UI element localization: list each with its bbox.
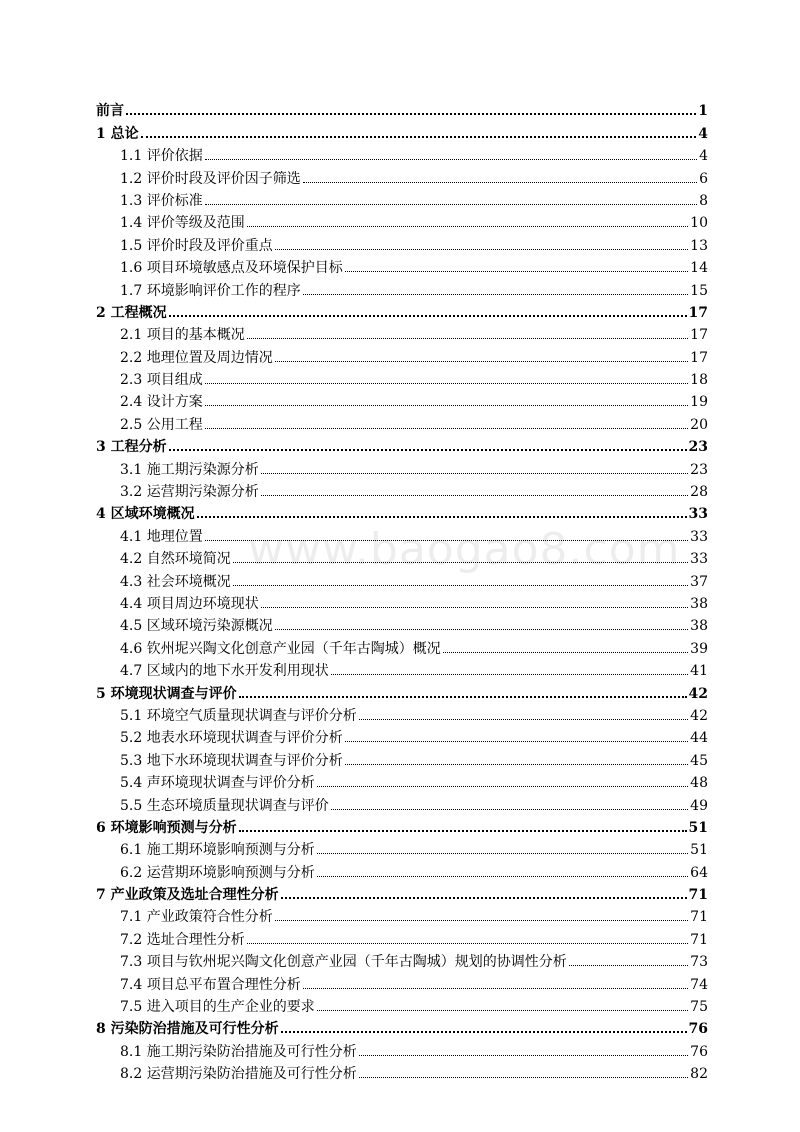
toc-page-number: 49 [690, 797, 708, 814]
toc-entry-title: 6 环境影响预测与分析 [96, 819, 237, 836]
toc-dot-leader [141, 136, 697, 138]
toc-entry-title: 8.2 运营期污染防治措施及可行性分析 [120, 1066, 357, 1083]
toc-entry-title: 1.4 评价等级及范围 [120, 215, 245, 232]
toc-page-number: 74 [690, 976, 708, 993]
toc-dot-leader [331, 809, 688, 810]
toc-entry-title: 4.1 地理位置 [120, 528, 203, 545]
toc-page-number: 42 [690, 707, 708, 724]
toc-entry-title: 7.1 产业政策符合性分析 [120, 909, 273, 926]
toc-page-number: 17 [688, 304, 708, 321]
toc-chapter-entry[interactable] [96, 434, 708, 456]
toc-page-number: 17 [690, 327, 708, 344]
toc-section-entry[interactable] [96, 165, 708, 187]
toc-dot-leader [359, 1077, 688, 1078]
toc-entry-title: 4.5 区域环境污染源概况 [120, 618, 273, 635]
toc-page-number: 64 [690, 864, 708, 881]
toc-section-entry[interactable] [96, 344, 708, 366]
toc-dot-leader [197, 516, 687, 518]
toc-entry-title: 3.1 施工期污染源分析 [120, 461, 259, 478]
toc-section-entry[interactable] [96, 859, 708, 881]
toc-page-number: 33 [688, 506, 708, 523]
toc-dot-leader [303, 294, 688, 295]
toc-section-entry[interactable] [96, 322, 708, 344]
toc-dot-leader [443, 652, 688, 653]
toc-dot-leader [331, 674, 688, 675]
toc-dot-leader [205, 428, 688, 429]
toc-entry-title: 7.3 项目与钦州坭兴陶文化创意产业园（千年古陶城）规划的协调性分析 [120, 954, 567, 971]
toc-page-number: 10 [690, 215, 708, 232]
toc-entry-title: 2.4 设计方案 [120, 394, 203, 411]
toc-section-entry[interactable] [96, 456, 708, 478]
toc-entry-title: 7 产业政策及选址合理性分析 [96, 887, 279, 904]
toc-section-entry[interactable] [96, 277, 708, 299]
toc-page-number: 28 [690, 484, 708, 501]
toc-page-number: 71 [690, 931, 708, 948]
toc-entry-title: 1.7 环境影响评价工作的程序 [120, 282, 301, 299]
toc-entry-title: 2.5 公用工程 [120, 416, 203, 433]
toc-dot-leader [275, 361, 688, 362]
toc-section-entry[interactable] [96, 635, 708, 657]
toc-entry-title: 4.4 项目周边环境现状 [120, 595, 259, 612]
toc-page-number: 44 [690, 730, 708, 747]
toc-page-number: 71 [688, 887, 708, 904]
toc-section-entry[interactable] [96, 658, 708, 680]
toc-page-number: 42 [688, 685, 708, 702]
toc-chapter-entry[interactable] [96, 680, 708, 702]
toc-dot-leader [281, 897, 687, 899]
toc-dot-leader [247, 226, 688, 227]
toc-entry-title: 5 环境现状调查与评价 [96, 685, 237, 702]
toc-page-number: 33 [690, 551, 708, 568]
toc-section-entry[interactable] [96, 568, 708, 590]
toc-dot-leader [317, 876, 688, 877]
toc-dot-leader [275, 920, 688, 921]
toc-dot-leader [261, 607, 688, 608]
toc-entry-title: 5.4 声环境现状调查与评价分析 [120, 775, 315, 792]
toc-page-number: 4 [698, 125, 708, 142]
toc-page-number: 48 [690, 775, 708, 792]
toc-page-number: 73 [690, 954, 708, 971]
toc-entry-title: 7.5 进入项目的生产企业的要求 [120, 999, 315, 1016]
watermark-text: www.baogao8.com [248, 524, 681, 575]
toc-entry-title: 5.2 地表水环境现状调查与评价分析 [120, 730, 343, 747]
toc-dot-leader [126, 113, 696, 115]
toc-dot-leader [169, 449, 687, 451]
toc-section-entry[interactable] [96, 837, 708, 859]
toc-page-number: 33 [690, 528, 708, 545]
toc-page-number: 45 [690, 752, 708, 769]
toc-dot-leader [247, 338, 688, 339]
toc-section-entry[interactable] [96, 591, 708, 613]
toc-dot-leader [345, 271, 688, 272]
toc-dot-leader [317, 1010, 688, 1011]
toc-chapter-entry[interactable] [96, 501, 708, 523]
toc-dot-leader [205, 204, 697, 205]
toc-entry-title: 4.3 社会环境概况 [120, 573, 231, 590]
toc-dot-leader [345, 764, 688, 765]
toc-entry-title: 5.3 地下水环境现状调查与评价分析 [120, 752, 343, 769]
toc-dot-leader [359, 719, 688, 720]
toc-entry-title: 1.5 评价时段及评价重点 [120, 237, 273, 254]
toc-dot-leader [247, 943, 688, 944]
toc-page-number: 39 [690, 640, 708, 657]
toc-dot-leader [205, 540, 688, 541]
toc-entry-title: 4 区域环境概况 [96, 506, 195, 523]
toc-section-entry[interactable] [96, 523, 708, 545]
toc-entry-title: 4.6 钦州坭兴陶文化创意产业园（千年古陶城）概况 [120, 640, 441, 657]
toc-entry-title: 1 总论 [96, 125, 139, 142]
toc-entry-title: 5.5 生态环境质量现状调查与评价 [120, 797, 329, 814]
toc-page-number: 41 [690, 663, 708, 680]
toc-entry-title: 8.1 施工期污染防治措施及可行性分析 [120, 1043, 357, 1060]
toc-entry-title: 8 污染防治措施及可行性分析 [96, 1021, 279, 1038]
toc-dot-leader [303, 988, 688, 989]
toc-page-number: 71 [690, 909, 708, 926]
toc-dot-leader [359, 1055, 688, 1056]
toc-page-number: 15 [690, 282, 708, 299]
toc-section-entry[interactable] [96, 792, 708, 814]
toc-page-number: 76 [690, 1043, 708, 1060]
toc-dot-leader [317, 786, 688, 787]
toc-section-entry[interactable] [96, 411, 708, 433]
toc-dot-leader [205, 383, 688, 384]
toc-chapter-entry[interactable] [96, 882, 708, 904]
toc-entry-title: 6.2 运营期环境影响预测与分析 [120, 864, 315, 881]
toc-section-entry[interactable] [96, 188, 708, 210]
toc-entry-title: 1.6 项目环境敏感点及环境保护目标 [120, 260, 343, 277]
toc-entry-title: 6.1 施工期环境影响预测与分析 [120, 842, 315, 859]
toc-dot-leader [205, 159, 697, 160]
toc-chapter-entry[interactable] [96, 120, 708, 142]
toc-section-entry[interactable] [96, 232, 708, 254]
toc-page-number: 37 [690, 573, 708, 590]
toc-dot-leader [169, 315, 687, 317]
toc-entry-title: 5.1 环境空气质量现状调查与评价分析 [120, 707, 357, 724]
toc-dot-leader [317, 853, 688, 854]
toc-dot-leader [281, 1031, 687, 1033]
toc-dot-leader [275, 629, 688, 630]
toc-section-entry[interactable] [96, 479, 708, 501]
toc-page-number: 17 [690, 349, 708, 366]
toc-page-number: 23 [688, 439, 708, 456]
toc-page-number: 76 [688, 1021, 708, 1038]
toc-page-number: 20 [690, 416, 708, 433]
toc-page-number: 6 [699, 170, 708, 187]
toc-section-entry[interactable] [96, 926, 708, 948]
toc-page-number: 14 [690, 260, 708, 277]
toc-entry-title: 前言 [96, 103, 124, 120]
toc-entry-title: 3 工程分析 [96, 439, 167, 456]
toc-page-number: 75 [690, 999, 708, 1016]
toc-dot-leader [233, 585, 688, 586]
toc-chapter-entry[interactable] [96, 98, 708, 120]
toc-entry-title: 2.1 项目的基本概况 [120, 327, 245, 344]
toc-section-entry[interactable] [96, 210, 708, 232]
toc-page-number: 4 [699, 148, 708, 165]
table-of-contents [96, 98, 708, 1083]
toc-entry-title: 1.2 评价时段及评价因子筛选 [120, 170, 301, 187]
toc-page-number: 13 [690, 237, 708, 254]
toc-chapter-entry[interactable] [96, 815, 708, 837]
toc-section-entry[interactable] [96, 703, 708, 725]
toc-entry-title: 1.3 评价标准 [120, 192, 203, 209]
toc-entry-title: 1.1 评价依据 [120, 148, 203, 165]
toc-entry-title: 7.4 项目总平布置合理性分析 [120, 976, 301, 993]
toc-section-entry[interactable] [96, 143, 708, 165]
toc-section-entry[interactable] [96, 971, 708, 993]
toc-section-entry[interactable] [96, 389, 708, 411]
toc-dot-leader [239, 696, 687, 698]
toc-section-entry[interactable] [96, 994, 708, 1016]
toc-entry-title: 3.2 运营期污染源分析 [120, 484, 259, 501]
toc-page-number: 19 [690, 394, 708, 411]
toc-dot-leader [239, 830, 687, 832]
toc-dot-leader [261, 495, 688, 496]
toc-page-number: 1 [698, 103, 708, 120]
toc-dot-leader [261, 473, 688, 474]
toc-page-number: 38 [690, 595, 708, 612]
toc-dot-leader [569, 965, 688, 966]
toc-entry-title: 4.7 区域内的地下水开发利用现状 [120, 663, 329, 680]
toc-chapter-entry[interactable] [96, 1016, 708, 1038]
toc-entry-title: 7.2 选址合理性分析 [120, 931, 245, 948]
toc-section-entry[interactable] [96, 255, 708, 277]
toc-page-number: 8 [699, 192, 708, 209]
toc-entry-title: 2.2 地理位置及周边情况 [120, 349, 273, 366]
toc-section-entry[interactable] [96, 1061, 708, 1083]
toc-dot-leader [275, 249, 688, 250]
toc-section-entry[interactable] [96, 613, 708, 635]
toc-chapter-entry[interactable] [96, 300, 708, 322]
toc-section-entry[interactable] [96, 770, 708, 792]
toc-section-entry[interactable] [96, 904, 708, 926]
toc-section-entry[interactable] [96, 747, 708, 769]
toc-entry-title: 4.2 自然环境简况 [120, 551, 231, 568]
toc-section-entry[interactable] [96, 367, 708, 389]
toc-page-number: 82 [690, 1066, 708, 1083]
toc-section-entry[interactable] [96, 725, 708, 747]
toc-section-entry[interactable] [96, 546, 708, 568]
toc-section-entry[interactable] [96, 1038, 708, 1060]
toc-entry-title: 2 工程概况 [96, 304, 167, 321]
toc-dot-leader [205, 405, 688, 406]
toc-page-number: 23 [690, 461, 708, 478]
toc-section-entry[interactable] [96, 949, 708, 971]
toc-entry-title: 2.3 项目组成 [120, 372, 203, 389]
toc-dot-leader [233, 562, 688, 563]
toc-dot-leader [345, 741, 688, 742]
toc-dot-leader [303, 182, 697, 183]
toc-page-number: 38 [690, 618, 708, 635]
toc-page-number: 18 [690, 372, 708, 389]
toc-page-number: 51 [690, 842, 708, 859]
toc-page-number: 51 [688, 819, 708, 836]
